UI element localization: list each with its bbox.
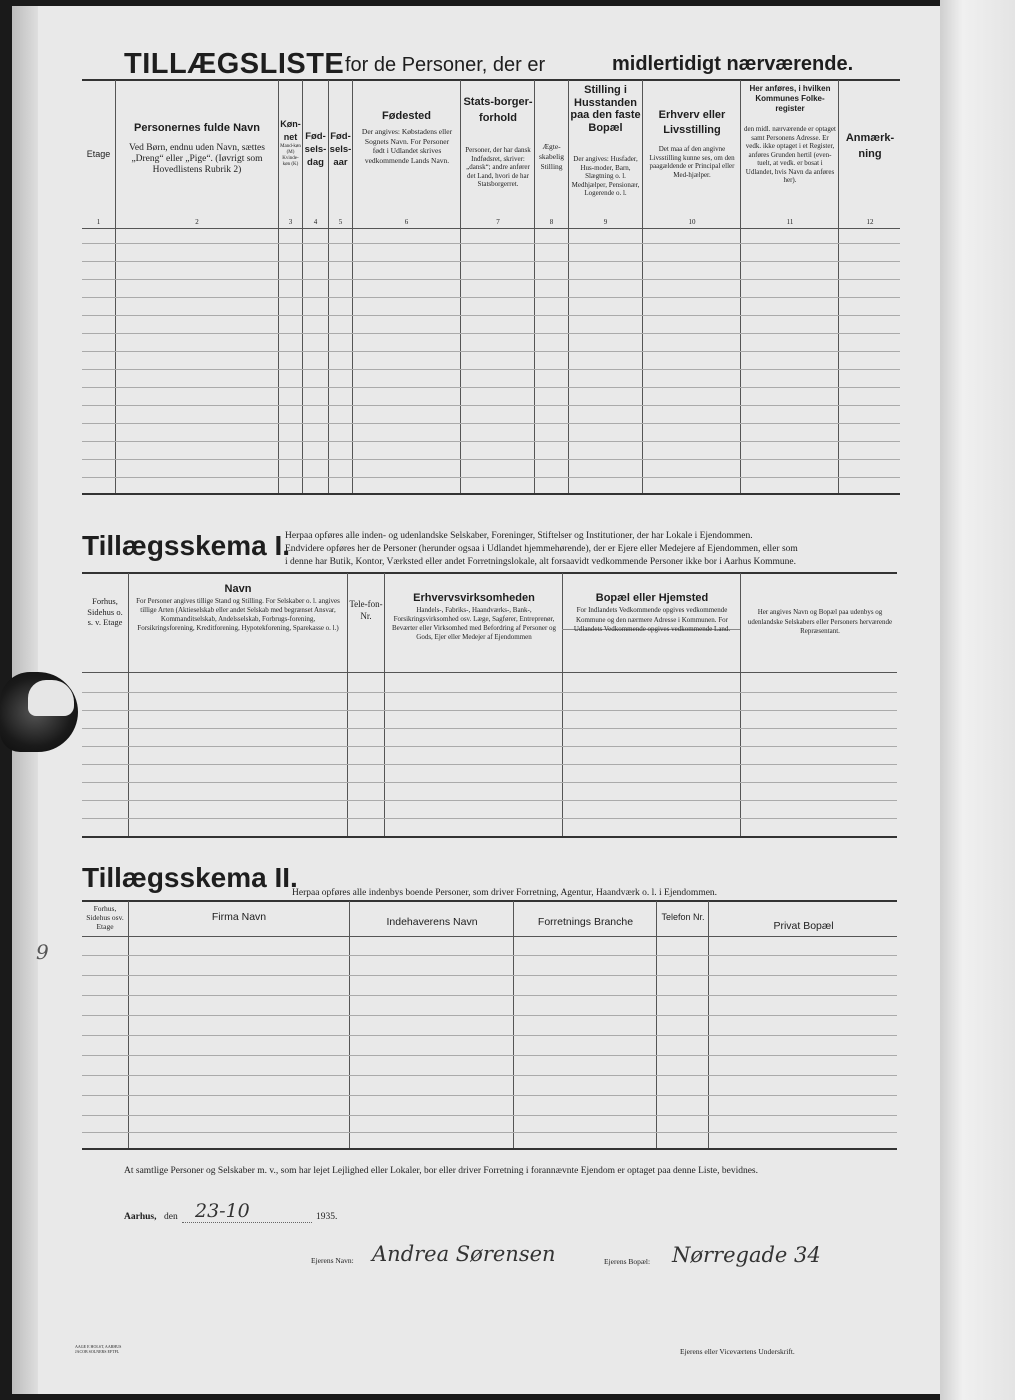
main-row-line (82, 315, 900, 316)
skema1-row-line (82, 728, 897, 729)
skema2-col-branch: Forretnings Branche (537, 916, 634, 928)
col-number: 8 (549, 218, 554, 226)
skema1-row-line (82, 746, 897, 747)
skema2-row-line (82, 1035, 897, 1036)
skema2-header-bottom (82, 936, 897, 937)
col-number: 5 (338, 218, 343, 226)
main-row-line (82, 261, 900, 262)
col-header-name: Personernes fulde Navn (134, 122, 260, 134)
skema2-row-line (82, 975, 897, 976)
col-number: 12 (866, 218, 874, 226)
col-subheader-occupation: Det maa af den angivne Livsstilling kunne ses, om den paagældende er Principal eller Med-hjælper. (649, 145, 735, 179)
main-row-line (82, 351, 900, 352)
skema1-row-line (82, 782, 897, 783)
main-col-divider (740, 80, 741, 493)
main-row-line (82, 333, 900, 334)
declaration-text: At samtlige Personer og Selskaber m. v., som har lejet Lejlighed eller Lokaler, bor eller driver Forretning i forannævnte Ejendom er optaget paa denne Liste, bevidnes. (124, 1166, 758, 1176)
main-row-line (82, 459, 900, 460)
col-number: 2 (195, 218, 199, 226)
col-number: 1 (96, 218, 101, 226)
main-col-divider (642, 80, 643, 493)
place-label: Aarhus, (124, 1212, 157, 1222)
skema1-col-name: Navn (224, 583, 252, 595)
col-header-birthday: Fød-sels-dag (304, 131, 327, 168)
skema1-col-business-sub: Handels-, Fabriks-, Haandværks-, Bank-, Forsikringsvirksomhed osv. Læge, Sagfører, Entreprenør, Beværter eller Virksomhed med Befordring af Personer og Gods, Ejer eller Medejer af Ejendommen (391, 606, 557, 641)
margin-mark: 9 (36, 940, 49, 964)
skema2-col-divider (656, 901, 657, 1148)
col-header-registry: Her anføres, i hvilken Kommunes Folke-register (749, 84, 831, 113)
skema2-top-border (82, 900, 897, 902)
skema2-row-line (82, 1075, 897, 1076)
main-col-divider (115, 80, 116, 493)
main-col-divider (352, 80, 353, 493)
col-subheader-name: Ved Børn, endnu uden Navn, sættes „Dreng“ eller „Pige“. (Iøvrigt som Hovedlistens Rubrik 2) (129, 143, 265, 175)
main-row-line (82, 423, 900, 424)
date-handwritten: 23-10 (195, 1200, 250, 1222)
skema2-col-owner: Indehaverens Navn (386, 916, 478, 928)
col-header-birthplace: Fødested (382, 110, 431, 122)
skema1-bottom-border (82, 836, 897, 838)
skema1-col-etage: Forhus, Sidehus o. s. v. Etage (87, 596, 123, 627)
main-col-divider (460, 80, 461, 493)
skema1-row-line (82, 692, 897, 693)
col-header-etage: Etage (86, 149, 111, 159)
main-col-divider (838, 80, 839, 493)
main-row-line (82, 369, 900, 370)
col-header-birthyear: Fød-sels-aar (329, 131, 352, 168)
skema1-col-business: Erhvervsvirksomheden (413, 592, 535, 604)
skema2-row-line (82, 955, 897, 956)
col-number: 11 (786, 218, 794, 226)
skema1-intro-line1: Herpaa opføres alle inden- og udenlandske Selskaber, Foreninger, Stiftelser og Institutioner, der har Lokale i Ejendommen. (285, 531, 753, 541)
col-subheader-household-position: Der angives: Husfader, Hus-moder, Barn, Slægtning o. l. Medhjælper, Pensionær, Logerende o. l. (571, 155, 640, 197)
col-number: 10 (688, 218, 696, 226)
skema1-row-line (82, 710, 897, 711)
year-label: 1935. (316, 1212, 338, 1222)
skema1-col-representative: Her angives Navn og Bopæl paa udenbys og udenlandske Selskabers eller Personers herværende Repræsentant. (747, 608, 893, 635)
skema1-col-phone: Tele-fon-Nr. (349, 599, 383, 621)
skema2-intro: Herpaa opføres alle indenbys boende Personer, som driver Forretning, Agentur, Haandværk o. l. i Ejendommen. (292, 888, 718, 898)
main-row-line (82, 441, 900, 442)
fingernail (28, 680, 74, 716)
skema1-col-divider (384, 573, 385, 836)
skema2-title: Tillægsskema II. (82, 862, 298, 893)
main-row-line (82, 405, 900, 406)
col-number: 9 (603, 218, 608, 226)
skema2-row-line (82, 1132, 897, 1133)
document-page (12, 6, 960, 1394)
next-page-edge (940, 0, 1015, 1400)
skema2-row-line (82, 995, 897, 996)
skema2-col-divider (513, 901, 514, 1148)
skema2-row-line (82, 1015, 897, 1016)
main-row-line (82, 297, 900, 298)
main-row-line (82, 243, 900, 244)
col-number: 4 (313, 218, 318, 226)
main-col-divider (568, 80, 569, 493)
col-subheader-gender: Mand-køn (M) Kvinde-køn (K) (280, 144, 301, 167)
col-number: 7 (496, 218, 500, 226)
skema2-row-line (82, 1055, 897, 1056)
main-title-middle: for de Personer, der er (345, 54, 546, 76)
skema1-col-divider (740, 573, 741, 836)
skema1-col-divider (562, 573, 563, 836)
skema2-col-divider (708, 901, 709, 1148)
date-dotted-line (182, 1222, 312, 1223)
skema1-col-name-sub: For Personer angives tillige Stand og Stilling. For Selskaber o. l. angives tillige Arten (Aktieselskab eller andet Selskab med begrænset Ansvar, Kommanditselskab, Andelsselskab, Forbrugs-forening, Forsikringsforening, Kreditforening, Hypotekforening, Sparekasse o. l.) (136, 597, 340, 632)
main-row-line (82, 477, 900, 478)
skema2-col-etage: Forhus, Sidehus osv. Etage (86, 904, 124, 931)
printer-imprint: AAGE E HOLST, AARHUS JACOB SOLNERS EFTFL (75, 1344, 122, 1354)
signature-label: Ejerens eller Viceværtens Underskrift. (680, 1347, 795, 1356)
col-header-citizenship: Stats-borger-forhold (463, 96, 533, 124)
skema2-row-line (82, 1095, 897, 1096)
owner-name-label: Ejerens Navn: (311, 1256, 354, 1265)
skema2-col-firm: Firma Navn (211, 911, 267, 923)
skema2-col-divider (128, 901, 129, 1148)
skema1-row-line (82, 818, 897, 819)
col-subheader-birthplace: Der angives: Købstadens eller Sognets Navn. For Personer født i Udlandet skrives vedkommende Lands Navn. (361, 127, 453, 165)
col-header-household-position: Stilling i Husstanden paa den faste Bopæl (570, 84, 641, 134)
skema1-intro-line3: i denne har Butik, Kontor, Værksted eller andet Forretningslokale, alt forsaavidt vedkommende Personer ikke bor i Aarhus Kommune. (285, 557, 797, 567)
col-number: 6 (404, 218, 409, 226)
main-table-top-border (82, 79, 900, 81)
col-number: 3 (288, 218, 293, 226)
main-row-line (82, 387, 900, 388)
skema2-row-line (82, 1115, 897, 1116)
skema1-title: Tillægsskema I. (82, 530, 291, 561)
skema2-col-phone: Telefon Nr. (661, 912, 705, 922)
den-label: den (164, 1212, 178, 1222)
col-subheader-citizenship: Personer, der har dansk Indfødsret, skriver: „dansk“; andre anfører det Land, hvori de har Statsborgerret. (465, 146, 531, 188)
owner-address-label: Ejerens Bopæl: (604, 1257, 651, 1266)
col-header-gender: Køn-net (280, 119, 301, 142)
skema1-top-border (82, 572, 897, 574)
skema1-row-line (82, 800, 897, 801)
owner-name-handwritten: Andrea Sørensen (372, 1242, 556, 1266)
skema1-intro-line2: Endvidere opføres her de Personer (herunder ogsaa i Udlandet hjemmehørende), der er Ejere eller Medejere af Ejendommen, eller som (285, 544, 798, 554)
skema2-bottom-border (82, 1148, 897, 1150)
col-header-marital-status: Ægte-skabelig Stilling (539, 142, 564, 171)
skema1-col-divider (347, 573, 348, 836)
main-row-line (82, 279, 900, 280)
col-header-remarks: Anmærk-ning (845, 132, 895, 160)
main-title: TILLÆGSLISTE (124, 48, 345, 80)
col-header-occupation: Erhverv eller Livsstilling (658, 109, 726, 136)
skema1-header-bottom (82, 672, 897, 673)
col-subheader-registry: den midl. nærværende er optaget samt Personens Adresse. Er vedk. ikke optaget i et Register, anføres Grunden hertil (even-tuelt, at vedk. er bosat i Udlandet, hvis Navn da anføres her). (744, 125, 836, 184)
main-table-bottom-border (82, 493, 900, 495)
skema1-col-residence: Bopæl eller Hjemsted (595, 592, 709, 604)
main-table-header-bottom (82, 228, 900, 229)
main-title-end: midlertidigt nærværende. (612, 53, 854, 75)
skema1-col-residence-sub: For Indlandets Vedkommende opgives vedkommende Kommune og den nærmere Adresse i Kommunen. For Udlandets Vedkommende opgives vedkommende Land. (573, 606, 731, 633)
skema1-row-line (82, 764, 897, 765)
skema1-col-divider (128, 573, 129, 836)
skema2-col-divider (349, 901, 350, 1148)
skema2-col-private-address: Privat Bopæl (773, 920, 834, 932)
owner-address-handwritten: Nørregade 34 (672, 1243, 821, 1267)
